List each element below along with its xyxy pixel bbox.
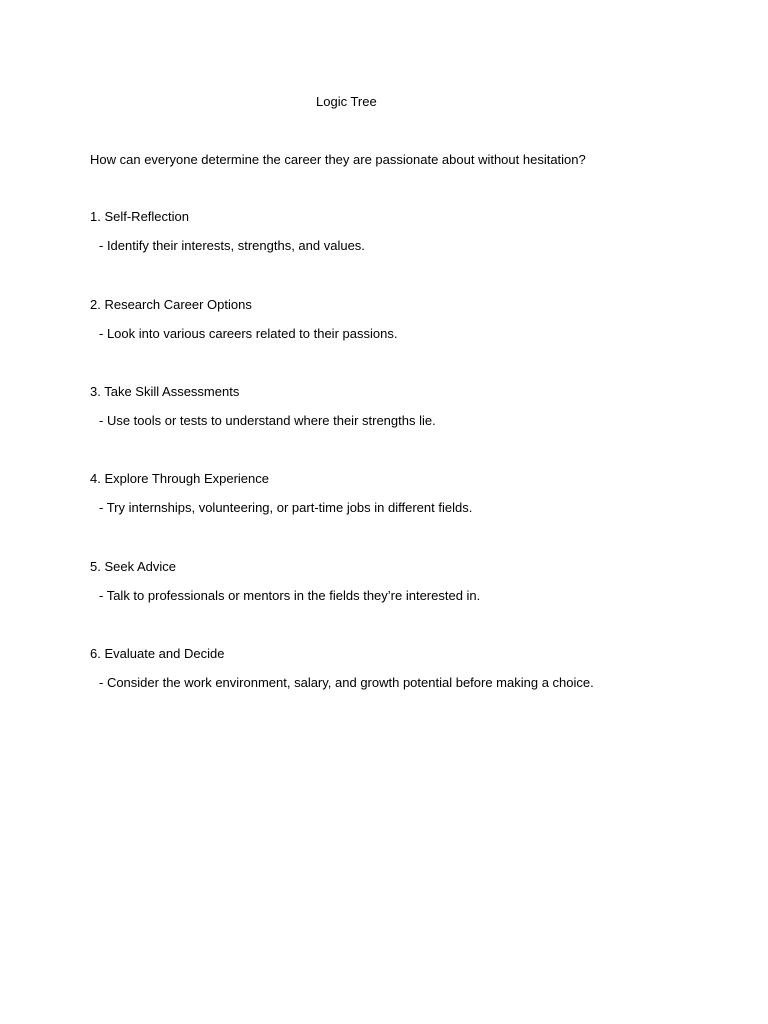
document-title: Logic Tree [316, 94, 377, 109]
step-detail-research-career-options: - Look into various careers related to their passions. [99, 326, 398, 341]
step-detail-evaluate-and-decide: - Consider the work environment, salary, and growth potential before making a choice. [99, 675, 594, 690]
step-heading-take-skill-assessments: 3. Take Skill Assessments [90, 384, 240, 399]
central-question: How can everyone determine the career they are passionate about without hesitation? [90, 152, 586, 167]
step-detail-self-reflection: - Identify their interests, strengths, and values. [99, 238, 365, 253]
step-heading-self-reflection: 1. Self-Reflection [90, 209, 189, 224]
step-detail-seek-advice: - Talk to professionals or mentors in the fields they’re interested in. [99, 588, 481, 603]
step-detail-explore-through-experience: - Try internships, volunteering, or part-time jobs in different fields. [99, 500, 473, 515]
step-detail-take-skill-assessments: - Use tools or tests to understand where their strengths lie. [99, 413, 436, 428]
step-heading-seek-advice: 5. Seek Advice [90, 559, 176, 574]
step-heading-research-career-options: 2. Research Career Options [90, 297, 252, 312]
step-heading-explore-through-experience: 4. Explore Through Experience [90, 471, 269, 486]
step-heading-evaluate-and-decide: 6. Evaluate and Decide [90, 646, 225, 661]
